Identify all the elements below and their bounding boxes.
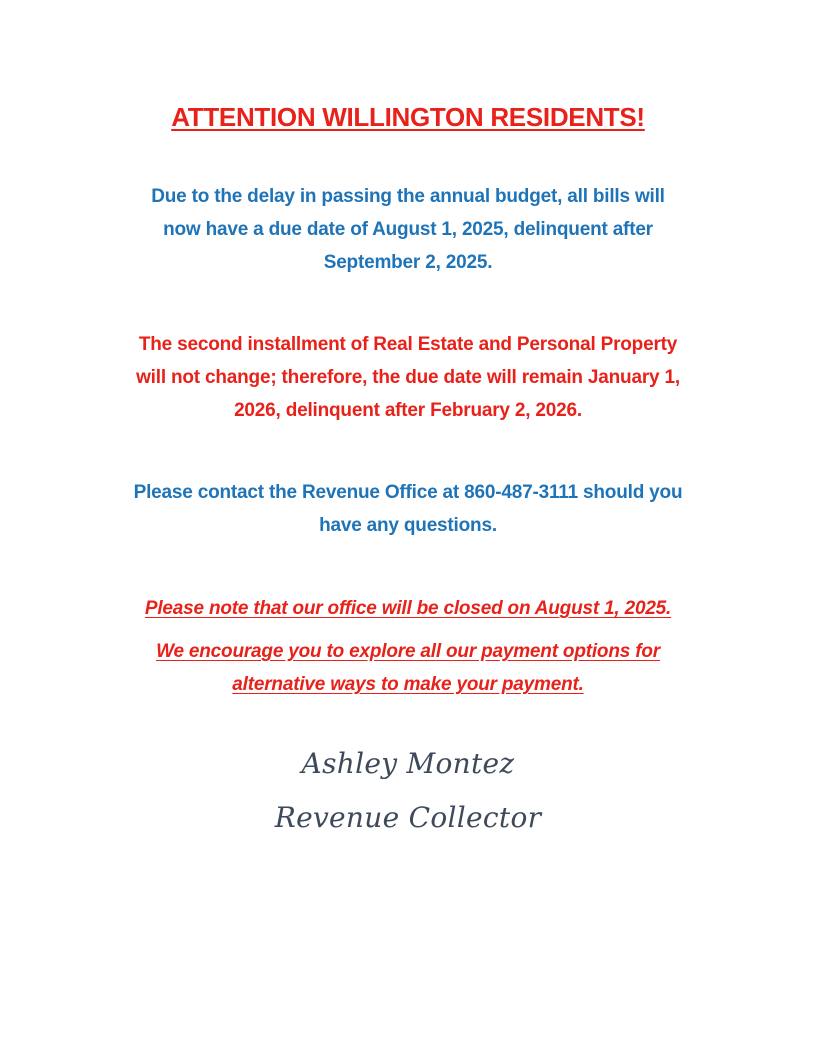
paragraph-line: Due to the delay in passing the annual budget, all bills will xyxy=(151,186,665,207)
second-installment-paragraph xyxy=(92,328,724,427)
paragraph-line: The second installment of Real Estate and Personal Property xyxy=(138,334,678,355)
signature-name: Ashley Montez xyxy=(301,747,515,780)
paragraph-line: Please contact the Revenue Office at 860-487-3111 should you xyxy=(133,482,683,503)
paragraph-line: alternative ways to make your payment. xyxy=(232,674,584,695)
paragraph-line: We encourage you to explore all our payment options for xyxy=(156,641,660,662)
paragraph-line: have any questions. xyxy=(319,515,497,536)
signature-title: Revenue Collector xyxy=(274,801,542,834)
office-closed-note xyxy=(92,592,724,625)
paragraph-line: Please note that our office will be closed on August 1, 2025. xyxy=(144,598,672,619)
notice-title: ATTENTION WILLINGTON RESIDENTS! xyxy=(171,102,645,132)
payment-options-note xyxy=(92,635,724,701)
contact-paragraph xyxy=(92,476,724,542)
budget-delay-paragraph xyxy=(92,180,724,279)
paragraph-line: September 2, 2025. xyxy=(323,252,493,273)
paragraph-line: 2026, delinquent after February 2, 2026. xyxy=(234,400,582,421)
paragraph-line: now have a due date of August 1, 2025, delinquent after xyxy=(163,219,653,240)
paragraph-line: will not change; therefore, the due date will remain January 1, xyxy=(136,367,680,388)
